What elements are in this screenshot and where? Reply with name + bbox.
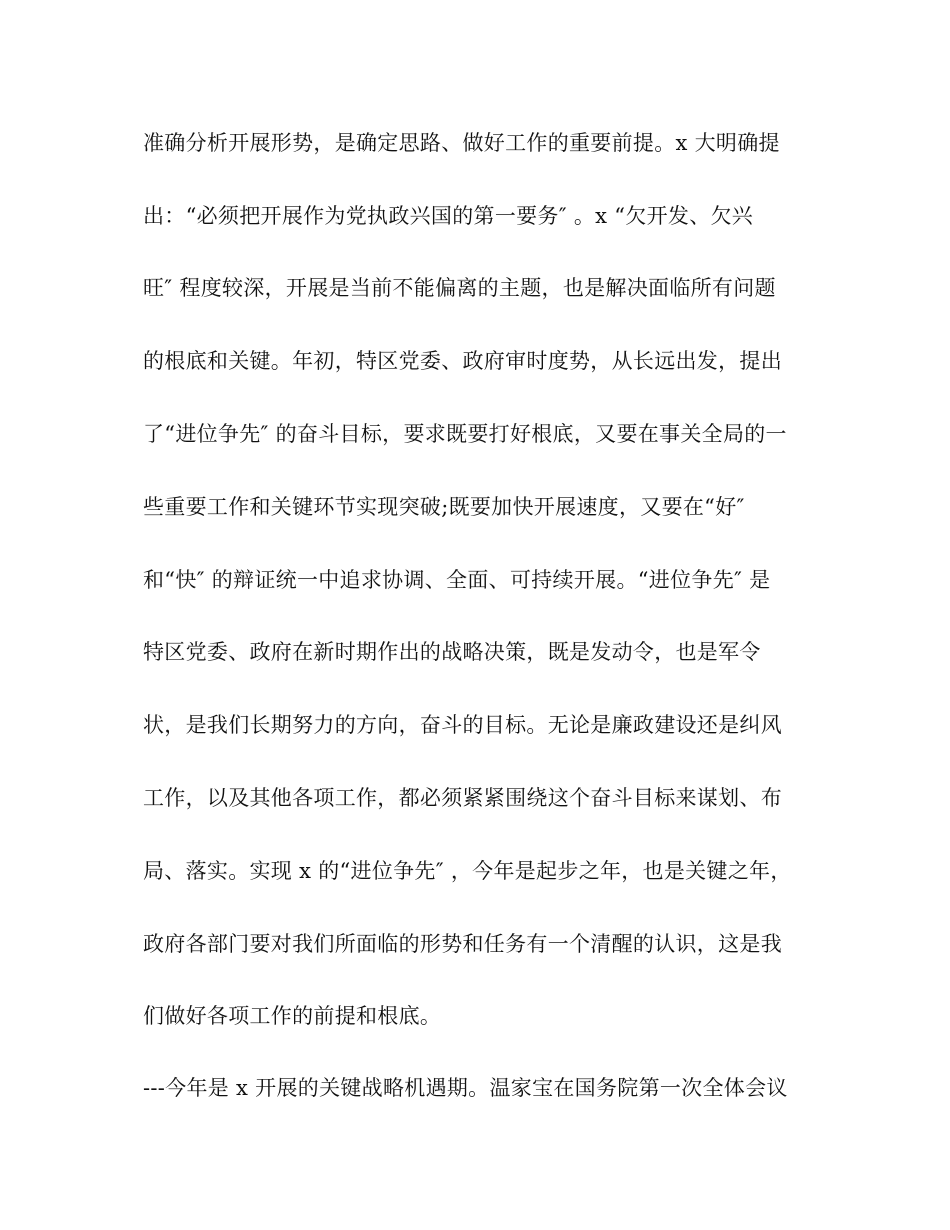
paragraph-line: 些重要工作和关键环节实现突破;既要加快开展速度，又要在“好″	[143, 495, 745, 519]
paragraph-line: 政府各部门要对我们所面临的形势和任务有一个清醒的认识，这是我	[143, 932, 782, 956]
paragraph-line: 们做好各项工作的前提和根底。	[143, 1004, 442, 1028]
paragraph-line: ---今年是 x 开展的关键战略机遇期。温家宝在国务院第一次全体会议	[143, 1076, 788, 1100]
paragraph-line: 和“快″ 的辩证统一中追求协调、全面、可持续开展。“进位争先″ 是	[143, 568, 771, 592]
paragraph-line: 特区党委、政府在新时期作出的战略决策，既是发动令，也是军令	[143, 640, 761, 664]
paragraph-line: 出：“必须把开展作为党执政兴国的第一要务″ 。x “欠开发、欠兴	[143, 204, 754, 228]
paragraph-line: 的根底和关键。年初，特区党委、政府审时度势，从长远出发，提出	[143, 349, 782, 373]
paragraph-line: 准确分析开展形势，是确定思路、做好工作的重要前提。x 大明确提	[143, 131, 780, 155]
paragraph-line: 工作，以及其他各项工作，都必须紧紧围绕这个奋斗目标来谋划、布	[143, 786, 782, 810]
paragraph-line: 局、落实。实现 x 的“进位争先″ ，今年是起步之年，也是关键之年，	[143, 859, 792, 883]
paragraph-line: 状，是我们长期努力的方向，奋斗的目标。无论是廉政建设还是纠风	[143, 713, 782, 737]
paragraph-line: 了“进位争先″ 的奋斗目标，要求既要打好根底，又要在事关全局的一	[143, 422, 787, 446]
paragraph-line: 旺″ 程度较深，开展是当前不能偏离的主题，也是解决面临所有问题	[143, 276, 776, 300]
